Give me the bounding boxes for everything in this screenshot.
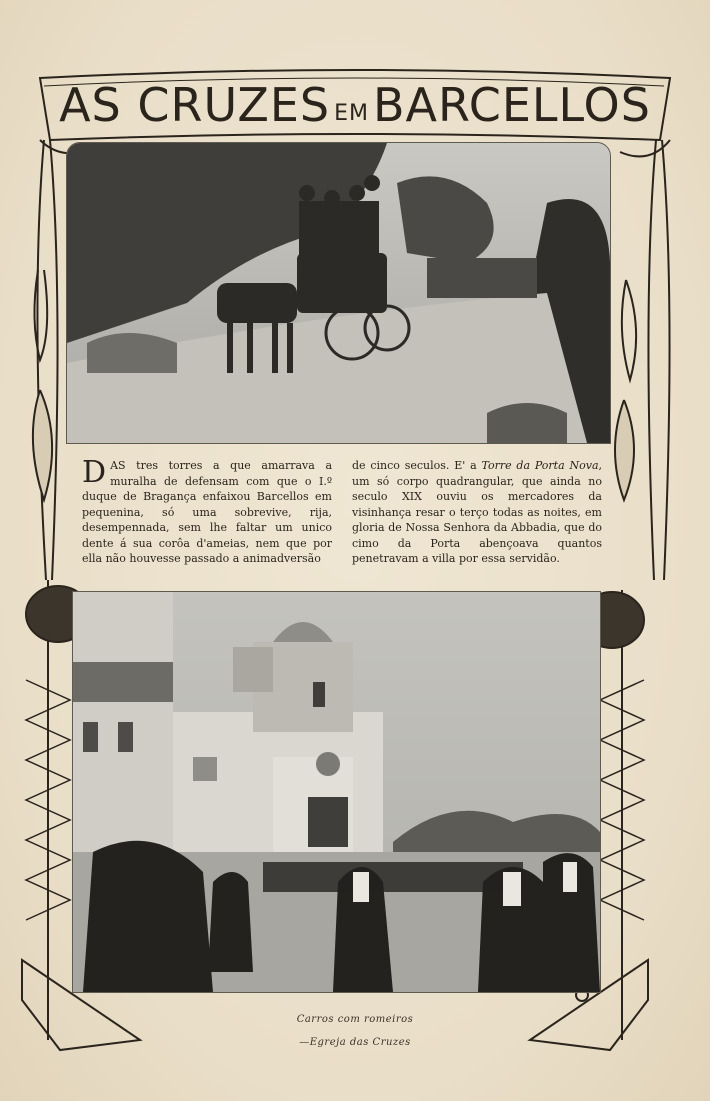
article-column-2-text-b: , um só corpo quadrangular, que ainda no seculo XIX ouviu os mercadores da visinhança resar o terço todas as noites, em gloria de Nossa Senhora da Abbadia, que do cimo da Porta abençoava quantos penetravam a villa por essa servidão. <box>352 459 603 565</box>
caption-second-photo: —Egreja das Cruzes <box>299 1037 411 1048</box>
page-title <box>40 74 670 136</box>
photo-carriages-illustration <box>67 143 610 443</box>
photo-church <box>72 591 601 993</box>
article-column-2-emphasis: Torre da Porta Nova <box>481 459 599 472</box>
title-part-1: AS CRUZES <box>59 78 331 132</box>
photo-carriages <box>66 142 611 444</box>
article-column-2-text-a: de cinco seculos. E' a <box>352 459 482 472</box>
title-part-2: BARCELLOS <box>373 78 651 132</box>
article-body <box>82 455 603 576</box>
caption-first-photo: Carros com romeiros <box>296 1014 414 1025</box>
article-column-1 <box>82 455 332 576</box>
article-column-1-text: AS tres torres a que amarrava a muralha de defensam com que o I.º duque de Bragança enfaixou Barcellos em pequenina, só uma sobrevive, rija, desempennada, sem lhe faltar um unico dente á sua corôa d'ameias, nem que por ella não houvesse passado a animadversão <box>82 459 332 565</box>
article-column-2 <box>352 458 602 576</box>
photo-church-illustration <box>73 592 600 992</box>
drop-cap: D <box>82 455 107 490</box>
title-small-word: EM <box>334 100 369 126</box>
